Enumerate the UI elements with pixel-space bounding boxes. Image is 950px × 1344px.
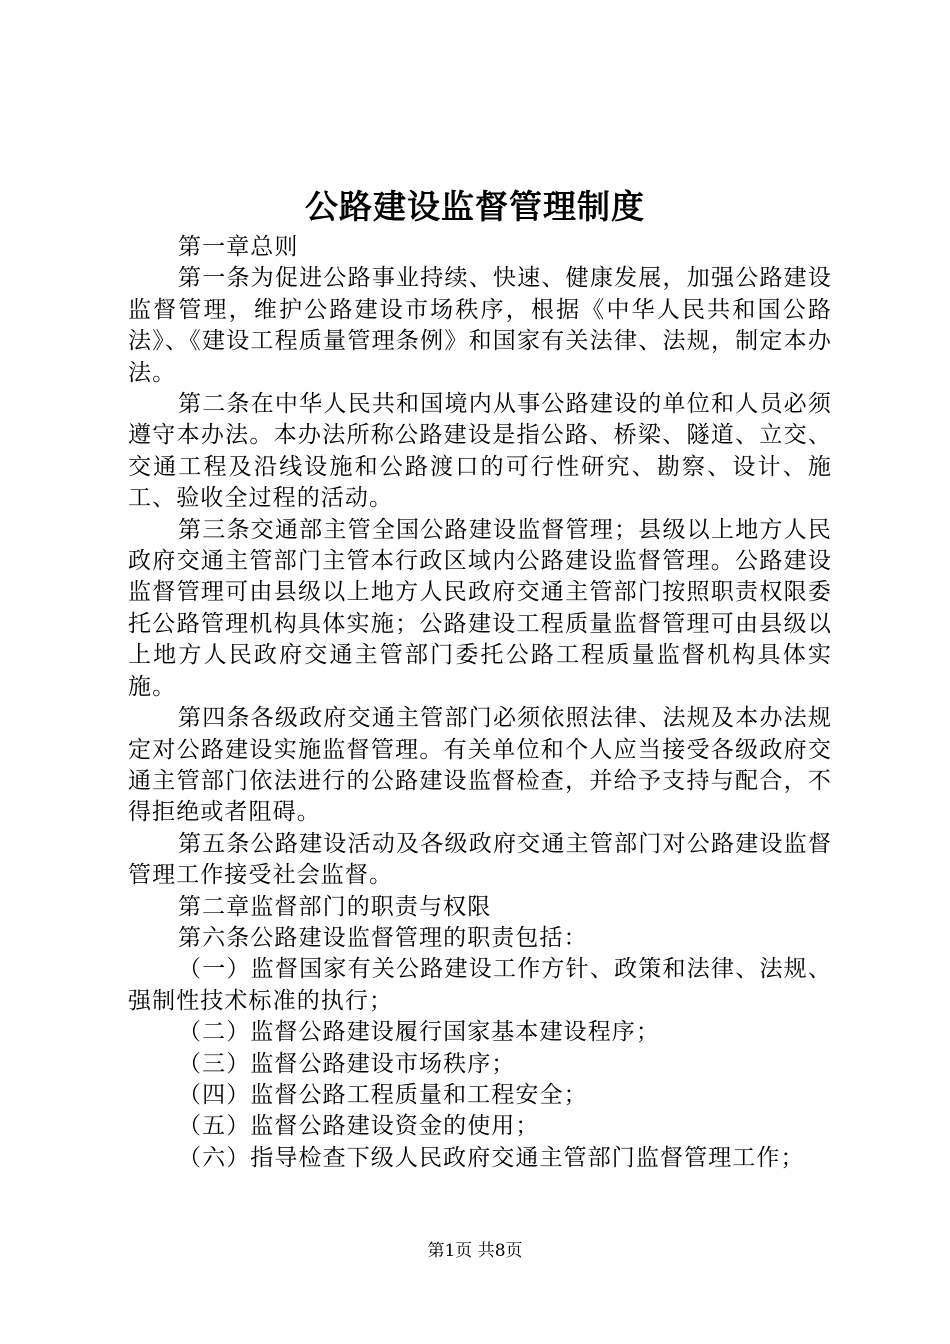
paragraph: （二）监督公路建设履行国家基本建设程序； <box>178 1019 660 1046</box>
paragraph: 第三条交通部主管全国公路建设监督管理；县级以上地方人民政府交通主管部门主管本行政区域内公路建设监督管理。公路建设监督管理可由县级以上地方人民政府交通主管部门按照职责权限委托公路管理机构具体实施；公路建设工程质量监督管理可由县级以上地方人民政府交通主管部门委托公路工程质量监督机构具体实施。 <box>128 516 832 700</box>
paragraph: （一）监督国家有关公路建设工作方针、政策和法律、法规、强制性技术标准的执行； <box>128 956 832 1014</box>
paragraph: （四）监督公路工程质量和工程安全； <box>178 1081 588 1108</box>
paragraph: （三）监督公路建设市场秩序； <box>178 1050 516 1077</box>
paragraph: 第二章监督部门的职责与权限 <box>178 893 492 920</box>
paragraph: 第六条公路建设监督管理的职责包括： <box>178 924 588 951</box>
paragraph: 第一条为促进公路事业持续、快速、健康发展，加强公路建设监督管理，维护公路建设市场秩序，根据《中华人民共和国公路法》、《建设工程质量管理条例》和国家有关法律、法规，制定本办法。 <box>128 265 832 386</box>
paragraph: （五）监督公路建设资金的使用； <box>178 1113 540 1140</box>
paragraph: 第四条各级政府交通主管部门必须依照法律、法规及本办法规定对公路建设实施监督管理。有关单位和个人应当接受各级政府交通主管部门依法进行的公路建设监督检查，并给予支持与配合，不得拒绝或者阻碍。 <box>128 705 832 826</box>
page-number-footer: 第1页 共8页 <box>427 1241 523 1261</box>
document-title: 公路建设监督管理制度 <box>305 187 645 226</box>
document-body <box>128 232 832 1174</box>
paragraph: 第五条公路建设活动及各级政府交通主管部门对公路建设监督管理工作接受社会监督。 <box>128 830 832 889</box>
paragraph: 第二条在中华人民共和国境内从事公路建设的单位和人员必须遵守本办法。本办法所称公路建设是指公路、桥梁、隧道、立交、交通工程及沿线设施和公路渡口的可行性研究、勘察、设计、施工、验收全过程的活动。 <box>128 391 832 512</box>
paragraph: （六）指导检查下级人民政府交通主管部门监督管理工作； <box>178 1144 805 1171</box>
paragraph: 第一章总则 <box>178 234 299 260</box>
